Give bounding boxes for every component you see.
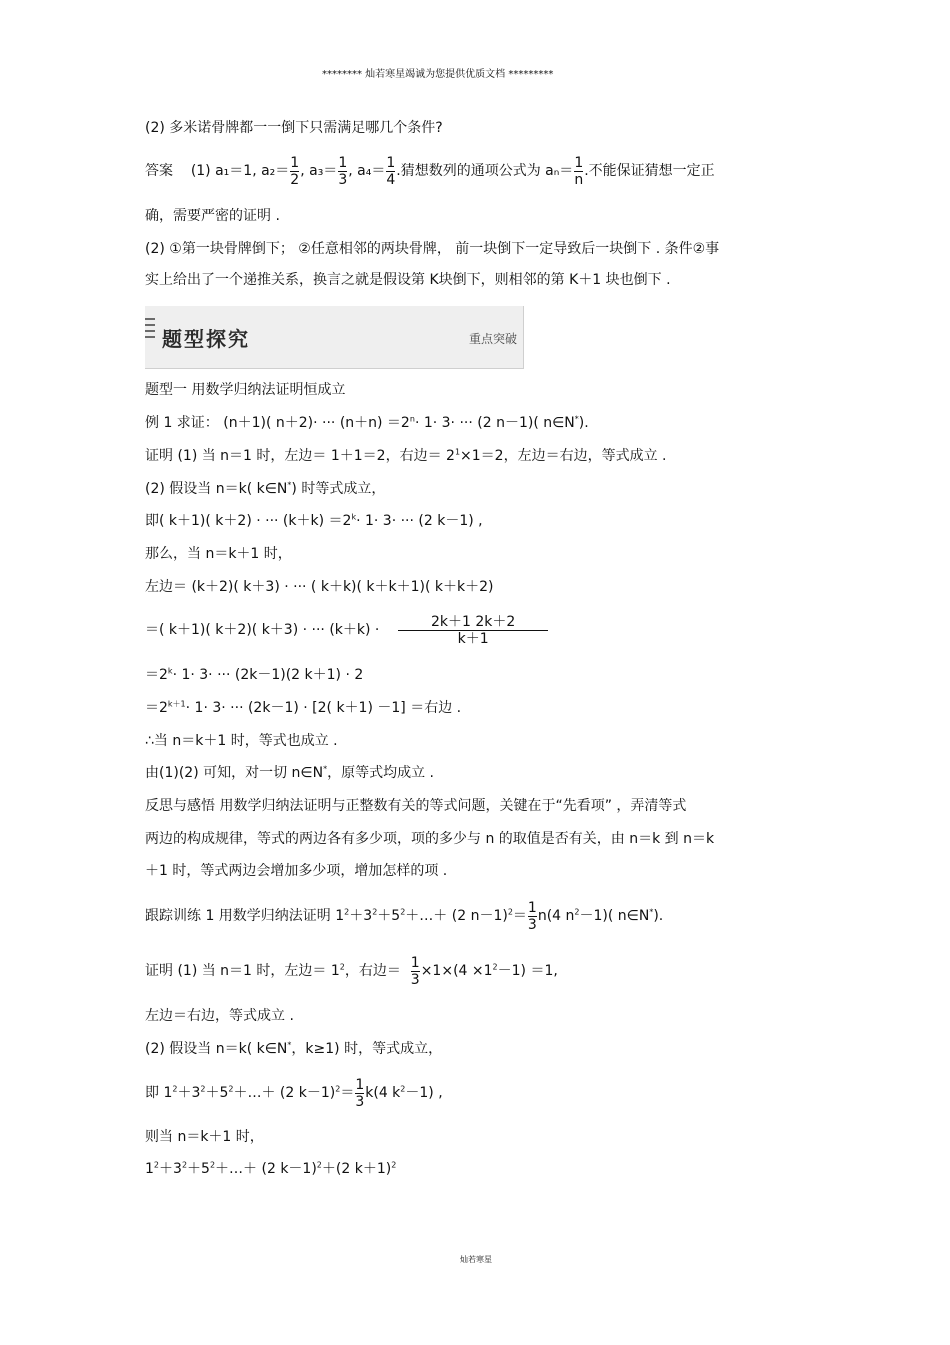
- left-side-line: 左边＝ (k＋2)( k＋3) · ··· ( k＋k)( k＋k＋1)( k＋k＋2): [145, 579, 494, 595]
- answer-text: , a₃＝: [300, 163, 338, 179]
- fraction: $\frac{1}{4}$: [386, 154, 396, 188]
- training-hypothesis: 即 $1^2+3^2+5^2+\dots+ (2$ k－1)$^2$＝ $\frac{1}{3}$ k(4 $k^2-1$) ,: [145, 1076, 443, 1110]
- banner-title: 题型探究: [162, 327, 250, 351]
- answer-text: .猜想数列的通项公式为 aₙ＝: [396, 163, 574, 179]
- fraction: $\frac{2k+1 2k+2}{k+1}$: [398, 614, 548, 647]
- banner-stripes-icon: [145, 318, 155, 338]
- training-line: 跟踪训练 1 用数学归纳法证明 $1^2+3^2+5^2+\dots+ (2$ n－1)$^2$＝ $\frac{1}{3}$ n(4 $n^2-1$)( n∈N*).: [145, 899, 664, 933]
- fraction: $\frac{1}{3}$: [338, 154, 348, 188]
- fraction: $\frac{1}{n}$: [574, 154, 584, 188]
- reflection-line-2: 两边的构成规律，等式的两边各有多少项，项的多少与 n 的取值是否有关，由 n＝k 到 n＝k: [145, 831, 715, 847]
- answer-line-1: [145, 152, 715, 190]
- reflection-line-3: ＋1 时，等式两边会增加多少项，增加怎样的项 .: [145, 863, 448, 879]
- page-footer: 灿若寒星: [460, 1255, 492, 1264]
- banner-subtitle: 重点突破: [468, 332, 517, 346]
- therefore-line: ∴当 n＝k＋1 时，等式也成立 .: [145, 733, 338, 749]
- type-heading: 题型一 用数学归纳法证明恒成立: [145, 382, 346, 398]
- answer-text: (1) a₁＝1, a₂＝: [190, 163, 290, 179]
- answer-text: .不能保证猜想一定正: [584, 163, 715, 179]
- fraction: $\frac{1}{3}$: [527, 899, 537, 933]
- then-line: 那么，当 n＝k＋1 时，: [145, 546, 292, 562]
- fraction: $\frac{1}{3}$: [355, 1076, 365, 1110]
- condition-line-2: 实上给出了一个递推关系，换言之就是假设第 K块倒下，则相邻的第 K＋1 块也倒下 .: [145, 272, 671, 288]
- fraction: $\frac{1}{2}$: [290, 154, 300, 188]
- proof-step-1: 证明 (1) 当 n＝1 时，左边＝ 1＋1＝2，右边＝ $2^1\times 1=2$，左边＝右边，等式成立 .: [145, 447, 667, 464]
- page-header: ******** 灿若寒星竭诚为您提供优质文档 *********: [322, 69, 554, 80]
- section-banner: [145, 306, 524, 369]
- question-2: (2) 多米诺骨牌都一一倒下只需满足哪几个条件?: [145, 120, 443, 136]
- example-1: 例 1 求证： (n＋1)( n＋2)· ··· $(n+n) =2^n\cdot 1\cdot 3\cdot$ ··· (2 n－1)( n∈N*).: [145, 414, 589, 431]
- equation-line-2: $=2^k\cdot 1\cdot 3\cdot$ ··· (2k－1)(2 k＋1) · 2: [145, 666, 364, 683]
- conclusion-line: 由(1)(2) 可知，对一切 n∈N*，原等式均成立 .: [145, 764, 435, 781]
- condition-line-1: (2) ①第一块骨牌倒下； ②任意相邻的两块骨牌， 前一块倒下一定导致后一块倒下 . 条件②事: [145, 241, 720, 257]
- equation-line-1: ＝( k＋1)( k＋2)( k＋3) · ··· (k＋k) · $\frac{2k+1 2k+2}{k+1}$: [145, 610, 549, 650]
- answer-label: 答案: [145, 163, 173, 179]
- equation-line-3: $=2^{k+1}\cdot 1\cdot 3\cdot$ ··· (2k－1) · [2( k＋1) －1] ＝右边 .: [145, 699, 462, 716]
- answer-line-2: 确，需要严密的证明 .: [145, 208, 280, 224]
- training-sum-line: $1^2+3^2+5^2+\dots+ (2$ k－1)$^2$＋(2 k＋1)$^2$: [145, 1160, 397, 1177]
- training-proof-1: 证明 (1) 当 n＝1 时，左边＝ $1^2$，右边＝ $\frac{1}{3}$ $\times 1\times(4 \times 1^2-1) =1$,: [145, 954, 558, 988]
- answer-text: , a₄＝: [348, 163, 386, 179]
- training-proof-1b: 左边＝右边，等式成立 .: [145, 1008, 294, 1024]
- training-then: 则当 n＝k＋1 时，: [145, 1129, 264, 1145]
- reflection-line-1: 反思与感悟 用数学归纳法证明与正整数有关的等式问题，关键在于“先看项” ，弄清等式: [145, 798, 687, 814]
- fraction: $\frac{1}{3}$: [410, 954, 420, 988]
- training-proof-2: (2) 假设当 n＝k( k∈N*，k≥1) 时，等式成立，: [145, 1040, 443, 1057]
- proof-step-2: (2) 假设当 n＝k( k∈N*) 时等式成立，: [145, 480, 386, 497]
- hypothesis-line: 即( k＋1)( k＋2) · ··· $(k+k) =2^k\cdot 1\cdot 3\cdot$ ··· (2 k－1) ,: [145, 512, 483, 529]
